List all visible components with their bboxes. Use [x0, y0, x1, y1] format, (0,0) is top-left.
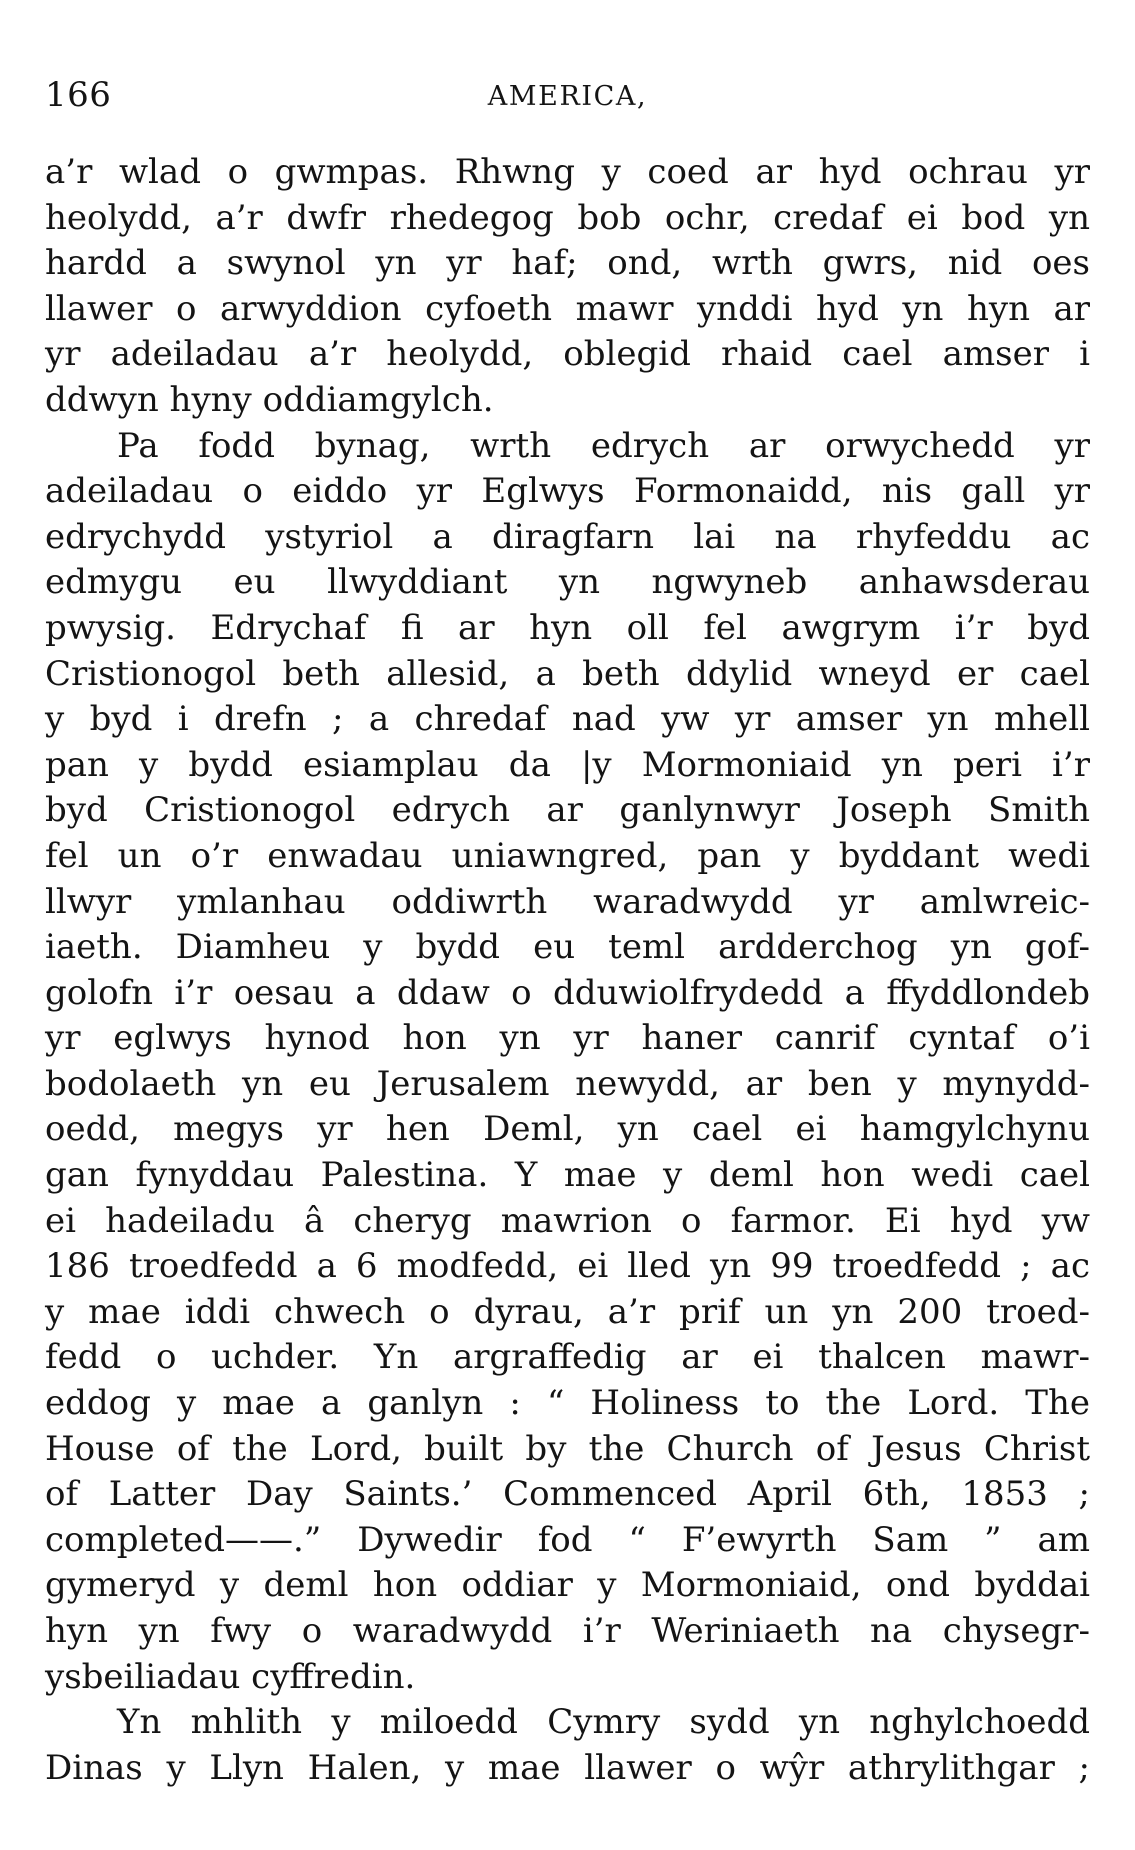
text-line: golofn i’r oesau a ddaw o dduwiolfrydedd a ffyddlondeb [45, 972, 1090, 1013]
text-line: House of the Lord, built by the Church of Jesus Christ [45, 1428, 1090, 1469]
text-line: Dinas y Llyn Halen, y mae llawer o wŷr athrylithgar ; [45, 1747, 1090, 1788]
text-line: fedd o uchder. Yn argraffedig ar ei thalcen mawr- [45, 1337, 1090, 1378]
text-line: ddwyn hyny oddiamgylch. [45, 379, 494, 420]
text-line: gan fynyddau Palestina. Y mae y deml hon wedi cael [45, 1155, 1090, 1196]
text-line: llawer o arwyddion cyfoeth mawr ynddi hyd yn hyn ar [45, 288, 1090, 329]
text-line: byd Cristionogol edrych ar ganlynwyr Joseph Smith [45, 790, 1090, 831]
text-line: pwysig. Edrychaf fi ar hyn oll fel awgrym i’r byd [45, 607, 1090, 648]
text-line: ei hadeiladu â cheryg mawrion o farmor. Ei hyd yw [45, 1200, 1090, 1241]
text-line: edmygu eu llwyddiant yn ngwyneb anhawsderau [45, 562, 1090, 603]
text-line: completed——.” Dywedir fod “ F’ewyrth Sam ” am [45, 1519, 1090, 1560]
text-line: of Latter Day Saints.’ Commenced April 6th, 1853 ; [45, 1474, 1090, 1515]
text-line: hardd a swynol yn yr haf; ond, wrth gwrs, nid oes [45, 243, 1090, 284]
text-line: y byd i drefn ; a chredaf nad yw yr amser yn mhell [45, 699, 1090, 740]
paragraph-start-line: Yn mhlith y miloedd Cymry sydd yn nghylchoedd [117, 1702, 1090, 1743]
text-line: fel un o’r enwadau uniawngred, pan y byddant wedi [45, 835, 1090, 876]
page-header [45, 75, 1090, 126]
text-line: iaeth. Diamheu y bydd eu teml ardderchog yn gof- [45, 927, 1090, 968]
paragraph-start-line: Pa fodd bynag, wrth edrych ar orwychedd yr [117, 425, 1090, 466]
text-line: yr eglwys hynod hon yn yr haner canrif cyntaf o’i [45, 1018, 1090, 1059]
text-line: gymeryd y deml hon oddiar y Mormoniaid, ond byddai [45, 1565, 1090, 1606]
text-line: y mae iddi chwech o dyrau, a’r prif un yn 200 troed- [45, 1291, 1090, 1332]
text-line: eddog y mae a ganlyn : “ Holiness to the Lord. The [45, 1383, 1090, 1424]
running-title: AMERICA, [487, 81, 648, 112]
text-line: yr adeiladau a’r heolydd, oblegid rhaid cael amser i [45, 334, 1090, 375]
body-text [45, 150, 1090, 1791]
text-line: adeiladau o eiddo yr Eglwys Formonaidd, nis gall yr [45, 471, 1090, 512]
text-line: oedd, megys yr hen Deml, yn cael ei hamgylchynu [45, 1109, 1090, 1150]
text-line: pan y bydd esiamplau da |y Mormoniaid yn peri i’r [45, 744, 1090, 785]
text-line: 186 troedfedd a 6 modfedd, ei lled yn 99 troedfedd ; ac [45, 1246, 1090, 1287]
text-line: edrychydd ystyriol a diragfarn lai na rhyfeddu ac [45, 516, 1090, 557]
text-line: heolydd, a’r dwfr rhedegog bob ochr, credaf ei bod yn [45, 197, 1090, 238]
text-line: a’r wlad o gwmpas. Rhwng y coed ar hyd ochrau yr [45, 152, 1090, 192]
text-line: Cristionogol beth allesid, a beth ddylid wneyd er cael [45, 653, 1090, 694]
page-number: 166 [45, 75, 112, 115]
text-line: ysbeiliadau cyffredin. [45, 1656, 416, 1697]
text-line: bodolaeth yn eu Jerusalem newydd, ar ben y mynydd- [45, 1063, 1090, 1104]
text-line: hyn yn fwy o waradwydd i’r Weriniaeth na chysegr- [45, 1611, 1090, 1651]
text-line: llwyr ymlanhau oddiwrth waradwydd yr amlwreic- [45, 881, 1090, 922]
